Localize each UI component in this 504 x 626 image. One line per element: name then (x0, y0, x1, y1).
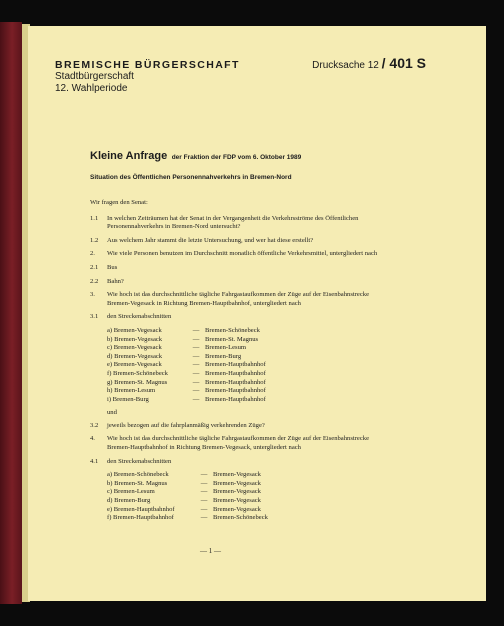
section-from: h) Bremen-Lesum (107, 387, 156, 395)
question-text: In welchen Zeiträumen hat der Senat in der Vergangenheit die Verkehrsströme des Öffentlichen Personennahverkehrs in Bremen-Nord untersucht? (107, 214, 359, 231)
route-section (107, 506, 390, 515)
route-section (107, 361, 390, 370)
question-number: 1.1 (90, 214, 99, 222)
section-to: Bremen-Vegesack (213, 505, 261, 513)
subject-line: Situation des Öffentlichen Personennahverkehrs in Bremen-Nord (90, 174, 292, 181)
question-number: 4.1 (90, 457, 99, 465)
question-number: 2.2 (90, 277, 99, 285)
section-to: Bremen-Schönebeck (213, 514, 268, 522)
question-number: 3.2 (90, 421, 99, 429)
section-dash: — (200, 497, 208, 505)
section-to: Bremen-Hauptbahnhof (205, 395, 266, 403)
section-to: Bremen-Hauptbahnhof (205, 369, 266, 377)
question-number: 1.2 (90, 236, 99, 244)
route-section (107, 379, 390, 388)
question-text: Bahn? (107, 277, 124, 285)
route-section (107, 344, 390, 353)
question-text: Wie hoch ist das durchschnittliche tägliche Fahrgastaufkommen der Züge auf der Eisenbahnstrecke Bremen-Vegesack in Richtung Bremen-Hauptbahnhof, untergliedert nach (107, 291, 369, 307)
question-item (90, 264, 390, 273)
section-dash: — (192, 326, 200, 334)
section-from: e) Bremen-Vegesack (107, 361, 162, 369)
section-to: Bremen-Vegesack (213, 488, 261, 496)
section-from: g) Bremen-St. Magnus (107, 378, 168, 386)
section-from: a) Bremen-Vegesack (107, 326, 162, 334)
questions-part-b (90, 422, 390, 466)
title-sub: der Fraktion der FDP vom 6. Oktober 1989 (171, 154, 302, 161)
section-from: a) Bremen-Schönebeck (107, 471, 169, 479)
question-text: Wie viele Personen benutzen im Durchschnitt monatlich öffentliche Verkehrsmittel, untergliedert nach (107, 250, 378, 258)
question-item (90, 278, 390, 287)
header-left (55, 59, 240, 95)
question-item (90, 422, 390, 431)
question-text: den Streckenabschnitten (107, 457, 172, 465)
section-dash: — (192, 335, 200, 343)
intro-text: Wir fragen den Senat: (90, 199, 148, 206)
sections-list-3 (107, 327, 390, 404)
page-number: — 1 — (200, 547, 221, 555)
route-section (107, 471, 390, 480)
question-number: 2.1 (90, 263, 99, 271)
question-item (90, 291, 390, 308)
section-to: Bremen-Vegesack (213, 471, 261, 479)
section-from: b) Bremen-Vegesack (107, 335, 163, 343)
route-section (107, 370, 390, 379)
document-id (312, 55, 426, 71)
section-dash: — (200, 514, 208, 522)
section-from: f) Bremen-Hauptbahnhof (107, 514, 174, 522)
section-to: Bremen-Hauptbahnhof (205, 387, 266, 395)
document-body (90, 199, 390, 528)
question-item (90, 313, 390, 322)
route-section (107, 387, 390, 396)
route-section (107, 514, 390, 523)
title-main: Kleine Anfrage (90, 150, 168, 162)
section-to: Bremen-Vegesack (213, 479, 261, 487)
question-text: Aus welchem Jahr stammt die letzte Untersuchung, und wer hat diese erstellt? (107, 236, 314, 244)
section-dash: — (200, 471, 208, 479)
question-text: Wie hoch ist das durchschnittliche tägliche Fahrgastaufkommen der Züge auf der Eisenbahnstrecke Bremen-Hauptbahnhof in Richtung Bremen-Vegesack, untergliedert nach (107, 435, 369, 452)
section-dash: — (192, 361, 200, 369)
section-to: Bremen-Hauptbahnhof (205, 361, 266, 369)
institution-name: BREMISCHE BÜRGERSCHAFT (55, 59, 240, 71)
question-item (90, 215, 390, 232)
und-text: und (107, 409, 117, 417)
question-item (90, 435, 390, 452)
section-dash: — (192, 344, 200, 352)
question-item (90, 250, 390, 259)
route-section (107, 488, 390, 497)
question-number: 4. (90, 435, 95, 443)
questions-part-a (90, 215, 390, 322)
doc-label: Drucksache 12 (312, 60, 379, 71)
sections-list-4 (107, 471, 390, 523)
question-number: 2. (90, 250, 95, 258)
route-section (107, 336, 390, 345)
section-from: i) Bremen-Burg (107, 395, 149, 403)
question-number: 3. (90, 291, 95, 299)
question-text: Bus (107, 263, 118, 271)
route-section (107, 497, 390, 506)
section-from: d) Bremen-Burg (107, 497, 151, 505)
section-to: Bremen-Vegesack (213, 497, 261, 505)
question-item (90, 458, 390, 467)
section-to: Bremen-Hauptbahnhof (205, 378, 266, 386)
route-section (107, 396, 390, 405)
section-dash: — (192, 387, 200, 395)
question-text: den Streckenabschnitten (107, 313, 172, 321)
binder-spine (0, 22, 22, 604)
chamber-name: Stadtbürgerschaft (55, 71, 134, 82)
doc-number: / 401 S (381, 55, 426, 71)
question-number: 3.1 (90, 313, 99, 321)
section-dash: — (192, 378, 200, 386)
section-from: e) Bremen-Hauptbahnhof (107, 505, 175, 513)
section-dash: — (200, 488, 208, 496)
section-dash: — (192, 352, 200, 360)
section-to: Bremen-Schönebeck (205, 326, 260, 334)
section-to: Bremen-St. Magnus (205, 335, 259, 343)
question-item (90, 237, 390, 246)
route-section (107, 480, 390, 489)
section-dash: — (200, 479, 208, 487)
section-to: Bremen-Lesum (205, 344, 247, 352)
section-dash: — (200, 505, 208, 513)
section-dash: — (192, 369, 200, 377)
section-from: c) Bremen-Lesum (107, 488, 155, 496)
route-section (107, 353, 390, 362)
route-section (107, 327, 390, 336)
section-to: Bremen-Burg (205, 352, 242, 360)
document-title (90, 146, 301, 164)
document-page (28, 26, 486, 601)
question-text: jeweils bezogen auf die fahrplanmäßig verkehrenden Züge? (107, 421, 265, 429)
section-dash: — (192, 395, 200, 403)
section-from: b) Bremen-St. Magnus (107, 479, 168, 487)
section-from: d) Bremen-Vegesack (107, 352, 163, 360)
legislative-period: 12. Wahlperiode (55, 83, 128, 94)
section-from: c) Bremen-Vegesack (107, 344, 162, 352)
section-from: f) Bremen-Schönebeck (107, 369, 168, 377)
